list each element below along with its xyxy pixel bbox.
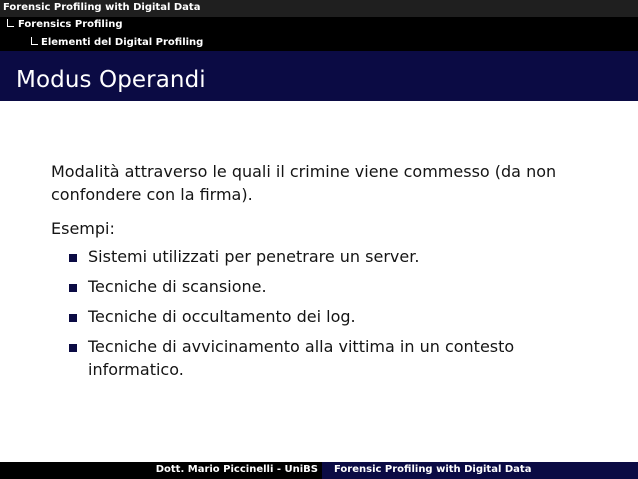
- list-item-text: Tecniche di avvicinamento alla vittima in un contesto informatico.: [88, 337, 515, 379]
- list-item: [69, 245, 571, 268]
- nav-section[interactable]: [0, 0, 638, 17]
- slide-title: Modus Operandi: [16, 67, 206, 93]
- examples-list: [69, 245, 571, 381]
- tree-branch-icon: [31, 37, 38, 45]
- list-item-text: Tecniche di occultamento dei log.: [88, 307, 356, 326]
- nav-section-label: Forensic Profiling with Digital Data: [3, 2, 201, 13]
- nav-subsection[interactable]: [0, 17, 638, 34]
- nav-subsection-label: Forensics Profiling: [18, 19, 123, 30]
- nav-subsubsection-label: Elementi del Digital Profiling: [41, 37, 204, 48]
- slide-title-bar: [0, 51, 638, 101]
- slide-footer: [0, 462, 638, 479]
- intro-paragraph: Modalità attraverso le quali il crimine viene commesso (da non confondere con la firma).: [51, 162, 557, 204]
- list-item-text: Tecniche di scansione.: [88, 277, 267, 296]
- list-item: [69, 275, 571, 298]
- bullet-square-icon: [69, 254, 77, 262]
- list-item-text: Sistemi utilizzati per penetrare un server.: [88, 247, 420, 266]
- bullet-square-icon: [69, 314, 77, 322]
- nav-subsubsection[interactable]: [0, 34, 638, 51]
- footer-author: Dott. Mario Piccinelli - UniBS: [0, 462, 322, 479]
- bullet-square-icon: [69, 284, 77, 292]
- footer-title: Forensic Profiling with Digital Data: [322, 462, 638, 479]
- tree-branch-icon: [7, 19, 14, 27]
- list-item: [69, 335, 571, 381]
- list-item: [69, 305, 571, 328]
- bullet-square-icon: [69, 344, 77, 352]
- examples-label: Esempi:: [51, 219, 115, 238]
- slide-body: [51, 160, 571, 388]
